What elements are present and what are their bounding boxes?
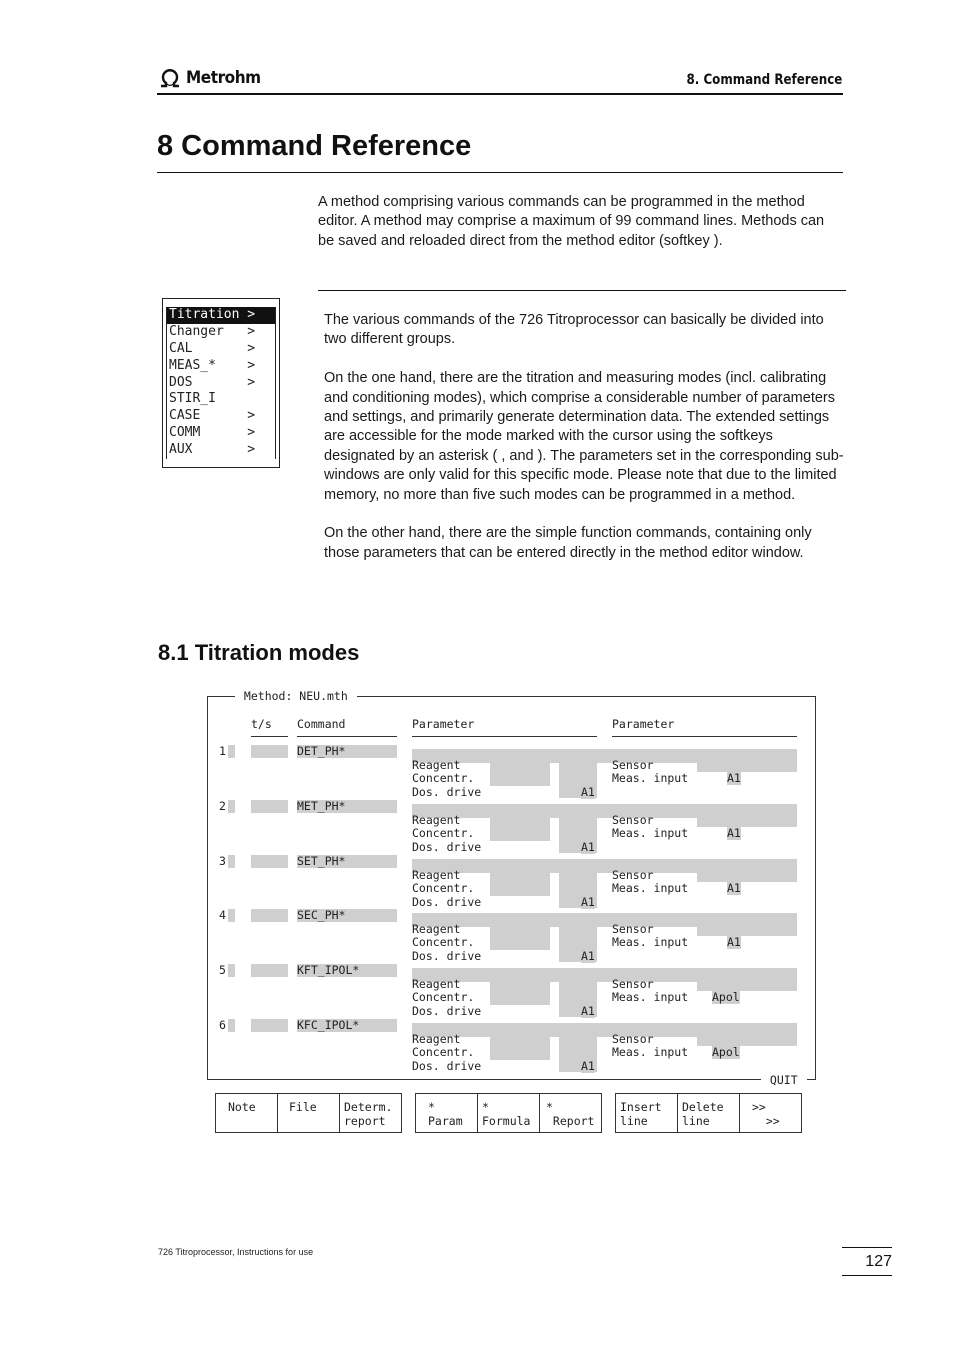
command-groups-text <box>324 311 844 583</box>
dos-drive-value[interactable]: A1 <box>581 1004 595 1019</box>
command-name: SEC_PH* <box>297 908 346 923</box>
reagent-field[interactable] <box>490 868 550 896</box>
concentr-label: Concentr. <box>412 990 475 1005</box>
dos-drive-label: Dos. drive <box>412 949 482 964</box>
meas-input-label: Meas. input <box>612 1045 689 1059</box>
dos-drive-label: Dos. drive <box>412 1004 482 1019</box>
metrohm-logo <box>158 66 269 90</box>
more-softkey[interactable]: >> >> <box>752 1100 780 1128</box>
sensor-field[interactable] <box>697 922 797 936</box>
chapter-divider <box>157 172 843 173</box>
ts-field[interactable] <box>251 800 288 813</box>
column-header-ts: t/s <box>251 717 272 731</box>
omega-logo-icon <box>158 68 182 88</box>
reagent-field[interactable] <box>490 758 550 786</box>
section-title: 8.1 Titration modes <box>158 640 360 665</box>
method-line[interactable] <box>207 854 816 909</box>
editor-title: Method: NEU.mth <box>237 689 355 703</box>
chapter-title: 8 Command Reference <box>157 130 472 162</box>
sensor-field[interactable] <box>697 868 797 882</box>
line-number: 6 <box>219 1018 226 1032</box>
sensor-label: Sensor <box>612 1032 654 1046</box>
line-number: 1 <box>219 744 226 758</box>
line-marker <box>228 800 235 813</box>
dos-drive-value[interactable]: A1 <box>581 839 595 854</box>
menu-item-titration[interactable]: Titration > <box>167 307 275 324</box>
reagent-field[interactable] <box>490 1032 550 1060</box>
concentr-label: Concentr. <box>412 935 475 950</box>
reagent-field[interactable] <box>490 977 550 1005</box>
ts-field[interactable] <box>251 745 288 758</box>
sensor-field[interactable] <box>697 813 797 827</box>
sensor-label: Sensor <box>612 812 654 827</box>
header-divider <box>157 93 843 95</box>
line-marker <box>228 745 235 758</box>
command-softkey-menu <box>162 298 280 468</box>
meas-input-label: Meas. input <box>612 990 689 1005</box>
command-name: MET_PH* <box>297 798 346 813</box>
determ-report-softkey[interactable]: Determ. report <box>344 1100 393 1128</box>
menu-item-cal[interactable]: CAL > <box>169 340 256 356</box>
meas-input-label: Meas. input <box>612 880 689 895</box>
groups-paragraph-2: On the one hand, there are the titration and measuring modes (incl. calibrating and conditioning modes), which comprise a considerable number of parameters and settings, and primarily generate determination data. The extended settings are accessible for the mode marked with the cursor using the softkeys designated by an asterisk ( , and ). The parameters set in the corresponding sub-windows are only valid for this specific mode. Please note that due to the limited memory, no more than five such modes can be programmed in a method. <box>324 370 844 503</box>
dos-drive-label: Dos. drive <box>412 839 482 854</box>
groups-paragraph-3: On the other hand, there are the simple function commands, containing only those parameters that can be entered directly in the method editor window. <box>324 525 812 561</box>
line-marker <box>228 855 235 868</box>
method-line[interactable] <box>207 963 816 1018</box>
note-softkey[interactable]: Note <box>216 1094 278 1132</box>
dos-drive-label: Dos. drive <box>412 894 482 909</box>
softkey-group-2 <box>415 1093 602 1133</box>
softkey-group-3 <box>615 1093 802 1133</box>
insert-line-softkey[interactable]: Insert line <box>616 1094 678 1132</box>
method-line[interactable] <box>207 799 816 854</box>
line-number: 5 <box>219 963 226 978</box>
line-marker <box>228 909 235 922</box>
meas-input-value[interactable]: Apol <box>712 990 740 1005</box>
reagent-label: Reagent <box>412 867 461 882</box>
reagent-field[interactable] <box>490 922 550 950</box>
meas-input-value[interactable]: A1 <box>727 825 741 840</box>
line-number: 2 <box>219 798 226 813</box>
command-name: KFC_IPOL* <box>297 1018 360 1032</box>
dos-drive-value[interactable]: A1 <box>581 1059 595 1073</box>
meas-input-value[interactable]: A1 <box>727 771 741 785</box>
sensor-field[interactable] <box>697 977 797 991</box>
delete-line-softkey[interactable]: Delete line <box>678 1094 740 1132</box>
sensor-field[interactable] <box>697 1032 797 1046</box>
menu-item-dos[interactable]: DOS > <box>169 374 256 390</box>
command-name: KFT_IPOL* <box>297 963 360 978</box>
method-editor-window <box>207 689 816 1087</box>
line-marker <box>228 1019 235 1032</box>
concentr-label: Concentr. <box>412 771 475 785</box>
formula-softkey[interactable]: * Formula <box>478 1094 540 1132</box>
groups-paragraph-1: The various commands of the 726 Titroprocessor can basically be divided into two different groups. <box>324 312 824 348</box>
softkey-group-1 <box>215 1093 402 1133</box>
sensor-label: Sensor <box>612 977 654 992</box>
meas-input-value[interactable]: A1 <box>727 935 741 950</box>
command-name: DET_PH* <box>297 744 346 758</box>
dos-drive-value[interactable]: A1 <box>581 949 595 964</box>
method-line[interactable] <box>207 744 816 799</box>
intro-divider <box>318 290 846 291</box>
dos-drive-label: Dos. drive <box>412 1059 482 1073</box>
method-line[interactable] <box>207 1018 816 1073</box>
page-number: 127 <box>842 1247 892 1276</box>
menu-item-comm[interactable]: COMM > <box>169 425 256 441</box>
line-marker <box>228 964 235 977</box>
param-softkey[interactable]: * Param <box>416 1094 478 1132</box>
column-header-parameter-2: Parameter <box>612 717 675 731</box>
method-line[interactable] <box>207 908 816 963</box>
reagent-label: Reagent <box>412 758 461 772</box>
menu-item-stir[interactable]: STIR_I <box>169 391 216 407</box>
ts-field[interactable] <box>251 909 288 922</box>
meas-input-label: Meas. input <box>612 825 689 840</box>
quit-label[interactable]: QUIT <box>763 1073 805 1087</box>
menu-item-changer[interactable]: Changer > <box>169 323 256 339</box>
command-name: SET_PH* <box>297 853 346 868</box>
sensor-label: Sensor <box>612 867 654 882</box>
concentr-label: Concentr. <box>412 880 475 895</box>
sensor-label: Sensor <box>612 758 654 772</box>
brand-name: Metrohm <box>186 68 261 88</box>
column-header-command: Command <box>297 717 346 731</box>
line-number: 4 <box>219 908 226 923</box>
sensor-field[interactable] <box>697 758 797 772</box>
report-softkey[interactable]: * Report <box>546 1100 595 1128</box>
meas-input-label: Meas. input <box>612 771 689 785</box>
ts-field[interactable] <box>251 964 288 977</box>
dos-drive-value[interactable]: A1 <box>581 785 595 799</box>
dos-drive-value[interactable]: A1 <box>581 894 595 909</box>
file-softkey[interactable]: File <box>278 1094 340 1132</box>
header-chapter-ref: 8. Command Reference <box>686 72 842 88</box>
reagent-label: Reagent <box>412 922 461 937</box>
reagent-label: Reagent <box>412 1032 461 1046</box>
menu-item-aux[interactable]: AUX > <box>169 442 256 458</box>
line-number: 3 <box>219 853 226 868</box>
reagent-field[interactable] <box>490 813 550 841</box>
menu-item-case[interactable]: CASE > <box>169 408 256 424</box>
reagent-label: Reagent <box>412 812 461 827</box>
intro-paragraph: A method comprising various commands can be programmed in the method editor. A method may comprise a maximum of 99 command lines. Methods can be saved and reloaded direct from the method editor (softkey ). <box>318 194 825 249</box>
ts-field[interactable] <box>251 1019 288 1032</box>
meas-input-value[interactable]: Apol <box>712 1045 740 1059</box>
column-header-parameter-1: Parameter <box>412 717 475 731</box>
ts-field[interactable] <box>251 855 288 868</box>
dos-drive-label: Dos. drive <box>412 785 482 799</box>
reagent-label: Reagent <box>412 977 461 992</box>
menu-item-meas[interactable]: MEAS_* > <box>169 357 256 373</box>
meas-input-label: Meas. input <box>612 935 689 950</box>
sensor-label: Sensor <box>612 922 654 937</box>
footer-text: 726 Titroprocessor, Instructions for use <box>158 1247 314 1257</box>
concentr-label: Concentr. <box>412 825 475 840</box>
meas-input-value[interactable]: A1 <box>727 880 741 895</box>
concentr-label: Concentr. <box>412 1045 475 1059</box>
